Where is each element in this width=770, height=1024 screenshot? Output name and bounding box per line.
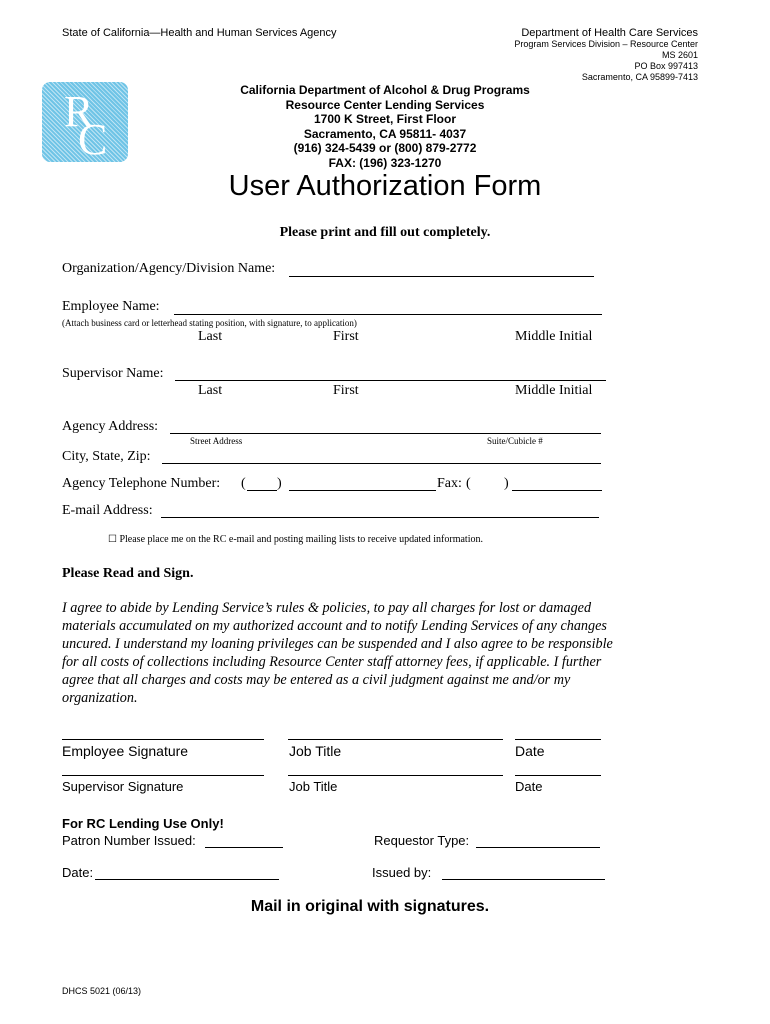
employee-signature-line[interactable]: [62, 739, 264, 740]
dept-line: PO Box 997413: [634, 61, 698, 71]
phone-number-field[interactable]: [289, 490, 436, 491]
suite-label: Suite/Cubicle #: [487, 436, 543, 446]
employee-name-label: Employee Name:: [62, 299, 160, 314]
patron-number-field[interactable]: [205, 847, 283, 848]
phone-area-code-field[interactable]: [247, 490, 277, 491]
dept-line: Program Services Division – Resource Center: [514, 39, 698, 49]
last-label: Last: [198, 329, 223, 344]
supervisor-signature-line[interactable]: [62, 775, 264, 776]
last-label: Last: [198, 383, 223, 398]
read-and-sign-heading: Please Read and Sign.: [62, 566, 194, 581]
org-name-field[interactable]: [289, 276, 594, 277]
email-label: E-mail Address:: [62, 503, 153, 518]
fax-label: Fax:: [437, 476, 462, 491]
org-line: FAX: (196) 323-1270: [328, 155, 442, 170]
middle-initial-label: Middle Initial: [515, 329, 593, 344]
logo-letter: R: [64, 87, 94, 136]
rc-date-label: Date:: [62, 865, 94, 880]
date-label: Date: [515, 779, 543, 794]
supervisor-date-line[interactable]: [515, 775, 601, 776]
dept-line: Department of Health Care Services: [521, 27, 698, 39]
employee-date-line[interactable]: [515, 739, 601, 740]
date-label: Date: [515, 743, 545, 759]
requestor-type-label: Requestor Type:: [374, 833, 470, 848]
org-line: California Department of Alcohol & Drug Programs: [240, 83, 530, 97]
org-line: Sacramento, CA 95811- 4037: [303, 126, 467, 141]
agency-address-label: Agency Address:: [62, 419, 159, 434]
rc-logo: [42, 82, 128, 162]
org-line: 1700 K Street, First Floor: [313, 112, 457, 126]
supervisor-name-field[interactable]: [175, 380, 606, 381]
email-field[interactable]: [161, 517, 599, 518]
phone-paren-open: (: [241, 476, 246, 491]
agency-address-field[interactable]: [170, 433, 601, 434]
employee-signature-label: Employee Signature: [62, 743, 189, 759]
city-state-zip-label: City, State, Zip:: [62, 449, 151, 464]
job-title-label: Job Title: [289, 743, 342, 759]
street-address-label: Street Address: [190, 436, 243, 446]
employee-job-title-line[interactable]: [288, 739, 503, 740]
fax-number-field[interactable]: [512, 490, 602, 491]
phone-paren-close: ): [277, 476, 282, 491]
city-state-zip-field[interactable]: [162, 463, 601, 464]
middle-initial-label: Middle Initial: [515, 383, 593, 398]
telephone-label: Agency Telephone Number:: [62, 476, 221, 491]
form-title: User Authorization Form: [228, 170, 542, 202]
instructions: Please print and fill out completely.: [279, 225, 491, 240]
dept-line: Sacramento, CA 95899-7413: [581, 72, 698, 82]
agency-header: State of California—Health and Human Services Agency: [62, 27, 337, 39]
employee-name-field[interactable]: [174, 314, 602, 315]
supervisor-name-label: Supervisor Name:: [62, 366, 164, 381]
supervisor-job-title-line[interactable]: [288, 775, 503, 776]
organization-address: [200, 83, 570, 170]
mail-instruction: Mail in original with signatures.: [250, 898, 490, 915]
dept-line: MS 2601: [661, 50, 698, 60]
patron-number-label: Patron Number Issued:: [62, 833, 196, 848]
org-name-label: Organization/Agency/Division Name:: [62, 261, 276, 276]
job-title-label: Job Title: [289, 779, 338, 794]
department-address: [514, 27, 698, 83]
attach-note: (Attach business card or letterhead stating position, with signature, to application): [62, 318, 357, 328]
agreement-text: I agree to abide by Lending Service’s rules & policies, to pay all charges for lost or damaged materials accumulated on my authorized account and to notify Lending Services of any changes uncured. I understand my loaning privileges can be suspended and I also agree to be responsible for all costs of collections including Resource Center staff attorney fees, if applicable. I further agree that all charges and costs may be entered as a civil judgment against me and/or my organization.: [62, 600, 613, 706]
logo-letter: C: [78, 115, 108, 164]
supervisor-signature-label: Supervisor Signature: [62, 779, 184, 794]
issued-by-label: Issued by:: [372, 865, 432, 880]
org-line: Resource Center Lending Services: [285, 97, 485, 112]
requestor-type-field[interactable]: [476, 847, 600, 848]
rc-use-heading: For RC Lending Use Only!: [62, 816, 224, 831]
form-id: DHCS 5021 (06/13): [62, 986, 142, 996]
first-label: First: [333, 329, 359, 344]
rc-date-field[interactable]: [95, 879, 279, 880]
fax-paren-open: (: [466, 476, 471, 491]
mailing-list-checkbox[interactable]: ☐ Please place me on the RC e-mail and posting mailing lists to receive updated information.: [108, 534, 483, 545]
org-line: (916) 324-5439 or (800) 879-2772: [293, 141, 477, 155]
fax-paren-close: ): [504, 476, 509, 491]
issued-by-field[interactable]: [442, 879, 605, 880]
first-label: First: [333, 383, 359, 398]
